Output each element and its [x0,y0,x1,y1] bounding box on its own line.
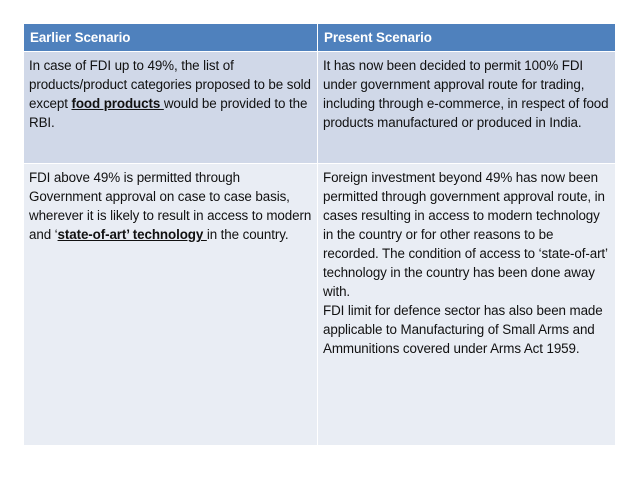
header-earlier-scenario: Earlier Scenario [24,24,318,52]
header-row [24,24,616,52]
present-cell [318,164,616,446]
cell-text: In case of FDI up to 49%, the list of products/product categories proposed to be sold except [29,58,311,111]
comparison-table [23,23,616,446]
emphasized-text: state-of-art’ technology [57,227,207,242]
cell-paragraph: FDI limit for defence sector has also been made applicable to Manufacturing of Small Arms and Ammunitions covered under Arms Act 1959. [323,303,603,356]
cell-paragraph: It has now been decided to permit 100% FDI under government approval route for trading, including through e-commerce, in respect of food products manufactured or produced in India. [323,58,609,130]
cell-text: in the country. [206,227,289,242]
table-row [24,52,616,164]
emphasized-text: food products [71,96,164,111]
table-row [24,164,616,446]
cell-text: FDI above 49% is permitted through Government approval on case to case basis, wherever it is likely to result in access to modern and ‘ [29,170,312,242]
header-present-scenario: Present Scenario [318,24,616,52]
earlier-cell [24,164,318,446]
cell-paragraph: Foreign investment beyond 49% has now been permitted through government approval route, in cases resulting in access to modern technology in the country or for other reasons to be recorded. The condition of access to ‘state-of-art’ technology in the country has been done away with. [323,170,608,299]
earlier-cell [24,52,318,164]
present-cell [318,52,616,164]
cell-text: would be provided to the RBI. [29,96,308,130]
